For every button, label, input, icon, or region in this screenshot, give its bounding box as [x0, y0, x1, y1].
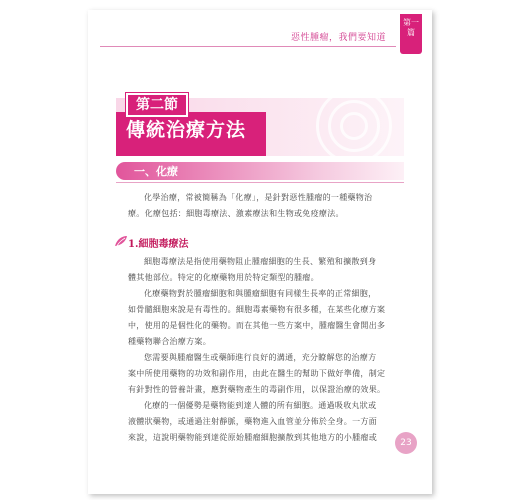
running-header: 惡性腫瘤，我們要知道: [290, 33, 386, 43]
text-line: 液體狀藥物，或通過注射靜脈，藥物進入血管並分佈於全身。一方面: [128, 417, 377, 426]
text-line: 化學治療，常被簡稱為「化療」，是針對惡性腫瘤的一種藥物治: [144, 193, 373, 202]
section-title: 傳統治療方法: [126, 119, 247, 141]
header-divider: [100, 46, 396, 47]
text-line: 體其他部位。特定的化療藥物用於特定類型的腫瘤。: [128, 273, 319, 282]
body-paragraph: [128, 398, 392, 446]
text-line: 中，使用的是個性化的藥物。而在其他一些方案中，腫瘤醫生會開出多: [128, 321, 386, 330]
text-line: 細胞毒療法是指使用藥物阻止腫瘤細胞的生長、繁殖和擴散到身: [144, 257, 377, 266]
text-line: 療。化療包括：細胞毒療法、激素療法和生物或免疫療法。: [128, 209, 344, 218]
topic-heading: 1.細胞毒療法: [128, 239, 189, 250]
body-paragraph: [128, 254, 392, 286]
text-line: 有針對性的營養計畫，應對藥物產生的毒副作用，以保證治療的效果。: [128, 385, 386, 394]
body-paragraph: [128, 350, 392, 398]
text-line: 化療的一個優勢是藥物能到達人體的所有細胞。通過吸收丸狀或: [144, 401, 377, 410]
text-line: 您需要與腫瘤醫生或藥師進行良好的溝通，充分瞭解您的治療方: [144, 353, 377, 362]
text-line: 種藥物聯合治療方案。: [128, 337, 211, 346]
body-paragraph: [128, 286, 392, 350]
leaf-bullet-icon: [114, 235, 128, 247]
text-line: 案中所使用藥物的功效和副作用，由此在醫生的幫助下做好準備，制定: [128, 369, 386, 378]
subsection-underline: [116, 182, 404, 183]
chapter-tab-line2: 篇: [407, 28, 415, 37]
chapter-tab: [400, 14, 422, 54]
chapter-tab-line1: 第一: [403, 18, 419, 27]
intro-paragraph: [128, 190, 392, 222]
page-number: 23: [395, 432, 417, 454]
decor-circle-icon: [340, 112, 368, 140]
subsection-title: 一、化療: [134, 165, 178, 178]
text-line: 如骨髓細胞來說是有毒性的。細胞毒素藥物有很多種，在某些化療方案: [128, 305, 386, 314]
section-tag: 第二節: [126, 93, 188, 117]
text-line: 化療藥物對於腫瘤細胞和與腫瘤細胞有同樣生長率的正常細胞，: [144, 289, 377, 298]
text-line: 來說，這說明藥物能到達從原始腫瘤細胞擴散到其他地方的小腫瘤或: [128, 433, 377, 442]
